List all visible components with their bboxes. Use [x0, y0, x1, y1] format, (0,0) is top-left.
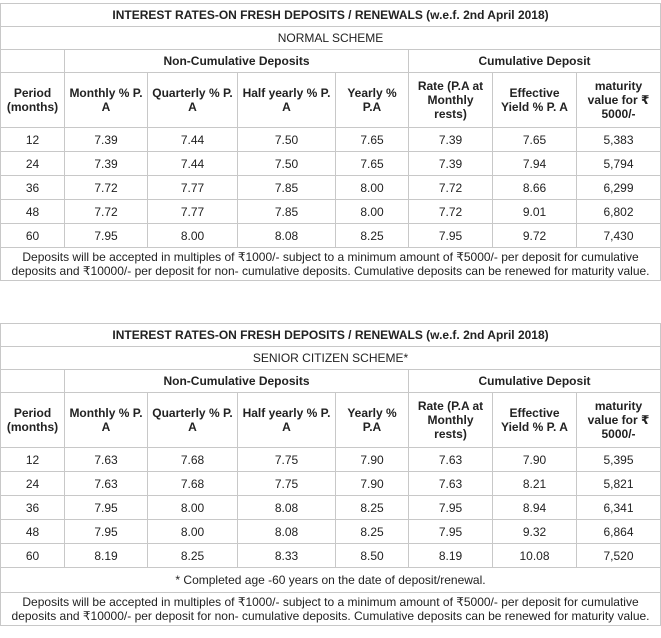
half-yearly-cell: 8.08 [238, 520, 336, 544]
yearly-header: Yearly % P.A [336, 73, 409, 128]
yearly-cell: 8.00 [336, 200, 409, 224]
non-cumulative-group-header: Non-Cumulative Deposits [65, 50, 409, 73]
table-row [1, 200, 661, 224]
rate-cell: 7.72 [409, 176, 493, 200]
effective-yield-cell: 9.32 [493, 520, 577, 544]
table-title: INTEREST RATES-ON FRESH DEPOSITS / RENEWALS (w.e.f. 2nd April 2018) [1, 324, 661, 347]
yearly-cell: 8.25 [336, 520, 409, 544]
yearly-cell: 7.90 [336, 472, 409, 496]
quarterly-cell: 8.00 [148, 520, 238, 544]
effective-yield-cell: 7.65 [493, 128, 577, 152]
half-yearly-cell: 7.50 [238, 128, 336, 152]
yearly-cell: 7.65 [336, 128, 409, 152]
maturity-value-header: maturity value for ₹ 5000/- [577, 73, 661, 128]
monthly-cell: 7.63 [65, 448, 148, 472]
period-cell: 24 [1, 152, 65, 176]
period-cell: 12 [1, 128, 65, 152]
rate-cell: 7.39 [409, 152, 493, 176]
maturity-value-cell: 6,341 [577, 496, 661, 520]
cumulative-group-header: Cumulative Deposit [409, 50, 661, 73]
monthly-cell: 7.39 [65, 152, 148, 176]
yearly-cell: 7.65 [336, 152, 409, 176]
quarterly-cell: 7.68 [148, 448, 238, 472]
period-header: Period (months) [1, 393, 65, 448]
half-yearly-cell: 7.75 [238, 448, 336, 472]
effective-yield-cell: 9.72 [493, 224, 577, 248]
rate-cell: 7.63 [409, 448, 493, 472]
table-row [1, 224, 661, 248]
period-cell: 60 [1, 544, 65, 568]
group-spacer [1, 50, 65, 73]
monthly-header: Monthly % P. A [65, 393, 148, 448]
half-yearly-cell: 8.33 [238, 544, 336, 568]
monthly-cell: 7.95 [65, 520, 148, 544]
half-yearly-cell: 7.85 [238, 176, 336, 200]
deposit-note: Deposits will be accepted in multiples of ₹1000/- subject to a minimum amount of ₹5000/- per deposit for cumulative deposits and ₹10000/- per deposit for non- cumulative deposits. Cumulative deposits can be renewed for maturity value. [1, 593, 661, 626]
half-yearly-header: Half yearly % P. A [238, 73, 336, 128]
period-cell: 12 [1, 448, 65, 472]
rate-header: Rate (P.A at Monthly rests) [409, 393, 493, 448]
monthly-cell: 7.95 [65, 224, 148, 248]
normal-scheme-table [0, 3, 661, 281]
deposit-note: Deposits will be accepted in multiples of ₹1000/- subject to a minimum amount of ₹5000/- per deposit for cumulative deposits and ₹10000/- per deposit for non- cumulative deposits. Cumulative deposits can be renewed for maturity value. [1, 248, 661, 281]
half-yearly-cell: 7.85 [238, 200, 336, 224]
table-row [1, 152, 661, 176]
monthly-cell: 7.72 [65, 176, 148, 200]
maturity-value-header: maturity value for ₹ 5000/- [577, 393, 661, 448]
half-yearly-cell: 8.08 [238, 224, 336, 248]
effective-yield-cell: 10.08 [493, 544, 577, 568]
period-cell: 24 [1, 472, 65, 496]
rate-cell: 7.63 [409, 472, 493, 496]
period-cell: 60 [1, 224, 65, 248]
quarterly-cell: 7.44 [148, 152, 238, 176]
scheme-name: SENIOR CITIZEN SCHEME* [1, 347, 661, 370]
yearly-cell: 8.25 [336, 496, 409, 520]
quarterly-cell: 7.77 [148, 200, 238, 224]
period-header: Period (months) [1, 73, 65, 128]
maturity-value-cell: 6,864 [577, 520, 661, 544]
non-cumulative-group-header: Non-Cumulative Deposits [65, 370, 409, 393]
yearly-cell: 8.50 [336, 544, 409, 568]
half-yearly-cell: 7.50 [238, 152, 336, 176]
period-cell: 36 [1, 496, 65, 520]
quarterly-cell: 7.68 [148, 472, 238, 496]
table-row [1, 544, 661, 568]
table-row [1, 128, 661, 152]
monthly-cell: 7.72 [65, 200, 148, 224]
half-yearly-cell: 7.75 [238, 472, 336, 496]
yearly-header: Yearly % P.A [336, 393, 409, 448]
rate-cell: 7.72 [409, 200, 493, 224]
half-yearly-cell: 8.08 [238, 496, 336, 520]
quarterly-header: Quarterly % P. A [148, 73, 238, 128]
rate-cell: 7.95 [409, 224, 493, 248]
rate-cell: 8.19 [409, 544, 493, 568]
maturity-value-cell: 6,299 [577, 176, 661, 200]
quarterly-cell: 8.00 [148, 496, 238, 520]
yearly-cell: 7.90 [336, 448, 409, 472]
half-yearly-header: Half yearly % P. A [238, 393, 336, 448]
effective-yield-header: Effective Yield % P. A [493, 393, 577, 448]
group-spacer [1, 370, 65, 393]
maturity-value-cell: 5,395 [577, 448, 661, 472]
maturity-value-cell: 7,520 [577, 544, 661, 568]
table-row [1, 176, 661, 200]
effective-yield-cell: 8.66 [493, 176, 577, 200]
period-cell: 48 [1, 520, 65, 544]
effective-yield-cell: 7.94 [493, 152, 577, 176]
senior-citizen-scheme-table [0, 323, 661, 626]
effective-yield-cell: 7.90 [493, 448, 577, 472]
table-row [1, 496, 661, 520]
quarterly-cell: 8.00 [148, 224, 238, 248]
monthly-header: Monthly % P. A [65, 73, 148, 128]
yearly-cell: 8.25 [336, 224, 409, 248]
rate-cell: 7.95 [409, 520, 493, 544]
quarterly-cell: 7.77 [148, 176, 238, 200]
table-row [1, 472, 661, 496]
maturity-value-cell: 5,794 [577, 152, 661, 176]
maturity-value-cell: 5,383 [577, 128, 661, 152]
scheme-name: NORMAL SCHEME [1, 27, 661, 50]
table-title: INTEREST RATES-ON FRESH DEPOSITS / RENEWALS (w.e.f. 2nd April 2018) [1, 4, 661, 27]
yearly-cell: 8.00 [336, 176, 409, 200]
maturity-value-cell: 6,802 [577, 200, 661, 224]
quarterly-cell: 7.44 [148, 128, 238, 152]
age-footnote: * Completed age -60 years on the date of deposit/renewal. [1, 568, 661, 593]
monthly-cell: 7.95 [65, 496, 148, 520]
monthly-cell: 7.39 [65, 128, 148, 152]
effective-yield-cell: 9.01 [493, 200, 577, 224]
cumulative-group-header: Cumulative Deposit [409, 370, 661, 393]
quarterly-header: Quarterly % P. A [148, 393, 238, 448]
monthly-cell: 7.63 [65, 472, 148, 496]
maturity-value-cell: 7,430 [577, 224, 661, 248]
effective-yield-header: Effective Yield % P. A [493, 73, 577, 128]
rate-header: Rate (P.A at Monthly rests) [409, 73, 493, 128]
period-cell: 48 [1, 200, 65, 224]
table-row [1, 520, 661, 544]
maturity-value-cell: 5,821 [577, 472, 661, 496]
quarterly-cell: 8.25 [148, 544, 238, 568]
table-row [1, 448, 661, 472]
period-cell: 36 [1, 176, 65, 200]
effective-yield-cell: 8.21 [493, 472, 577, 496]
rate-cell: 7.39 [409, 128, 493, 152]
monthly-cell: 8.19 [65, 544, 148, 568]
effective-yield-cell: 8.94 [493, 496, 577, 520]
rate-cell: 7.95 [409, 496, 493, 520]
